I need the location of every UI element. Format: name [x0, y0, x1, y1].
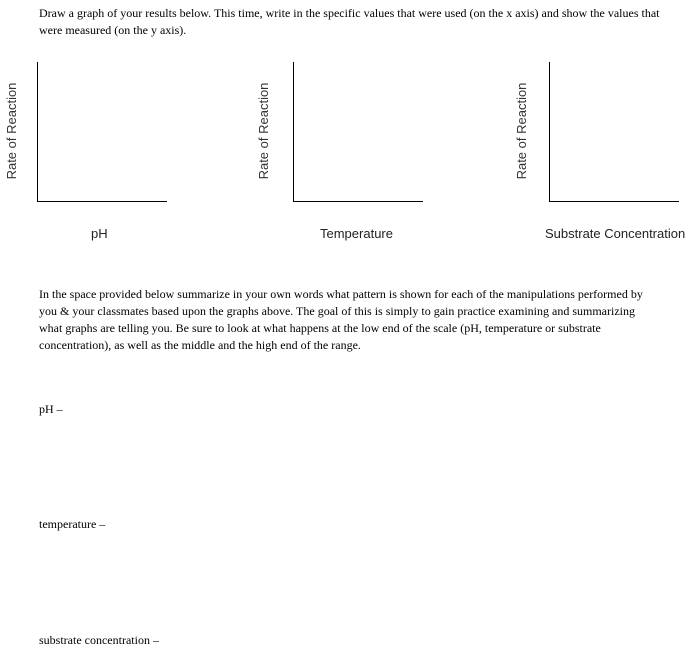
temperature-graph-axes[interactable] — [293, 62, 423, 202]
ph-graph-axes[interactable] — [37, 62, 167, 202]
summary-instructions: In the space provided below summarize in your own words what pattern is shown for each of the manipulations performed by you & your classmates based upon the graphs above. The goal of this is simply to gain practice examining and summarizing what graphs are telling you. Be sure to look at what happens at the low end of the scale (pH, temperature or substrate concentration), as well as the middle and the high end of the range. — [39, 287, 643, 352]
substrate-graph-y-axis-label: Rate of Reaction — [514, 82, 529, 180]
ph-summary-label: pH – — [39, 402, 63, 416]
ph-graph-y-axis-label: Rate of Reaction — [4, 82, 19, 180]
temperature-graph-x-axis-label: Temperature — [320, 226, 393, 241]
ph-graph-x-axis-label: pH — [91, 226, 108, 241]
graph-instructions: Draw a graph of your results below. This time, write in the specific values that were used (on the x axis) and show the values that were measured (on the y axis). — [39, 6, 660, 37]
substrate-graph-axes[interactable] — [549, 62, 679, 202]
temperature-graph-y-axis-label: Rate of Reaction — [256, 82, 271, 180]
substrate-summary-label: substrate concentration – — [39, 633, 159, 647]
substrate-graph-x-axis-label: Substrate Concentration — [545, 226, 686, 241]
temperature-summary-label: temperature – — [39, 517, 106, 531]
